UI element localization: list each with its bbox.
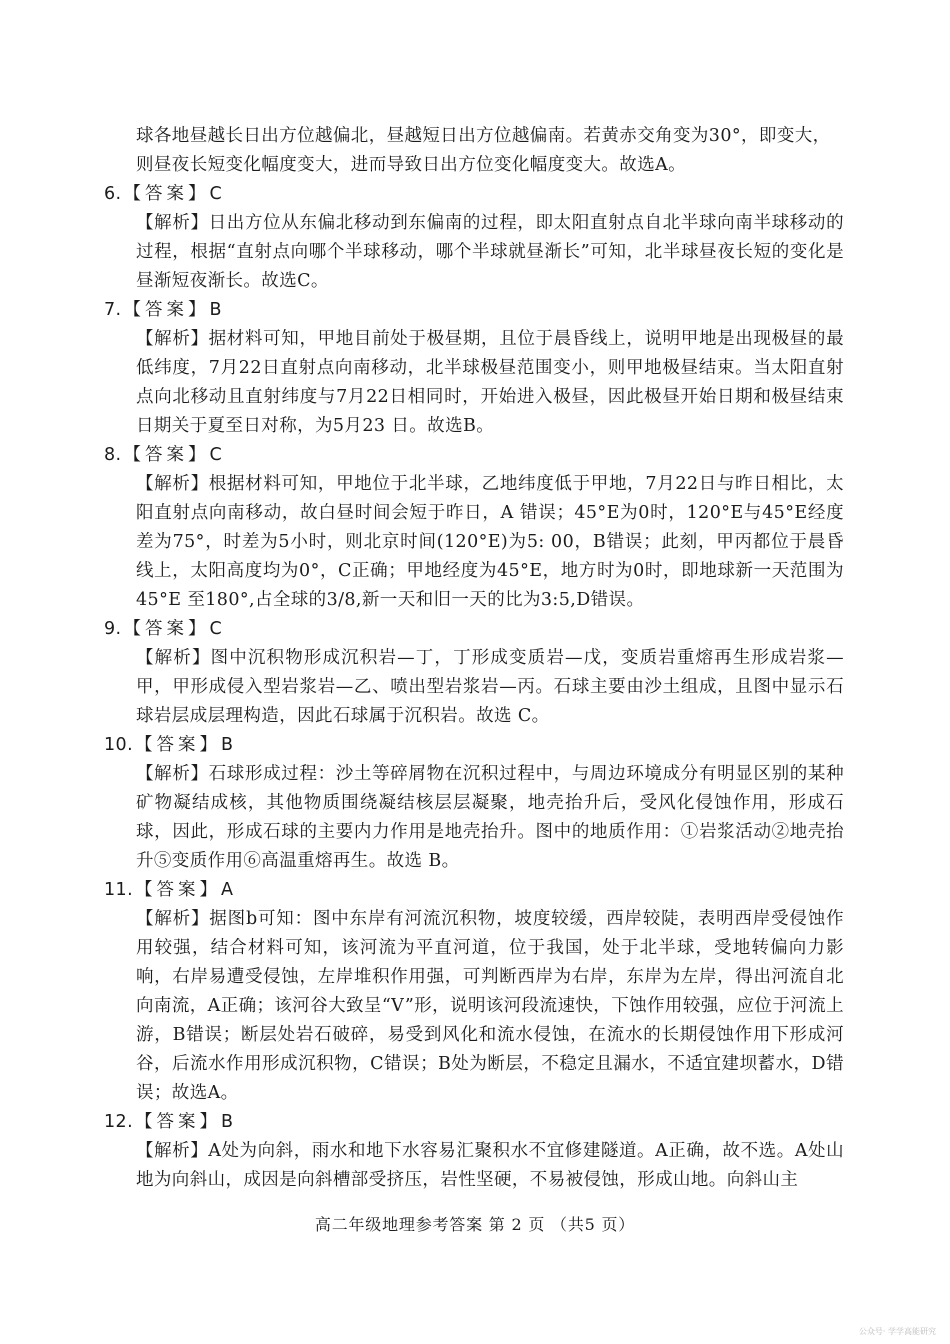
answer-content (104, 122, 844, 1195)
answer-value: B (209, 300, 222, 320)
answer-line (104, 615, 844, 644)
explanation: 【解析】石球形成过程：沙土等碎屑物在沉积过程中，与周边环境成分有明显区别的某种矿物凝结成核，其他物质围绕凝结核层层凝聚，地壳抬升后，受风化侵蚀作用，形成石球，因此，形成石球的主要内力作用是地壳抬升。图中的地质作用：①岩浆活动②地壳抬升⑤变质作用⑥高温重熔再生。故选 B。 (136, 764, 844, 871)
question-number: 9. (104, 619, 122, 639)
question-number: 12. (104, 1112, 134, 1132)
answer-line (104, 1108, 844, 1137)
answer-value: C (209, 619, 223, 639)
explanation: 【解析】图中沉积物形成沉积岩—丁，丁形成变质岩—戊，变质岩重熔再生形成岩浆—甲，甲形成侵入型岩浆岩—乙、喷出型岩浆岩—丙。石球主要由沙土组成，且图中显示石球岩层成层理构造，因此石球属于沉积岩。故选 C。 (136, 648, 844, 726)
answer-label: 【答案】 (135, 1112, 222, 1132)
answer-value: C (209, 184, 223, 204)
answer-label: 【答案】 (135, 880, 222, 900)
explanation: 【解析】据图b可知：图中东岸有河流沉积物，坡度较缓，西岸较陡，表明西岸受侵蚀作用较强，结合材料可知，该河流为平直河道，位于我国，处于北半球，受地转偏向力影响，右岸易遭受侵蚀，左岸堆积作用强，可判断西岸为右岸，东岸为左岸，得出河流自北向南流，A正确；该河谷大致呈“V”形，说明该河段流速快，下蚀作用较强，应位于河流上游，B错误；断层处岩石破碎，易受到风化和流水侵蚀，在流水的长期侵蚀作用下形成河谷，后流水作用形成沉积物，C错误；B处为断层，不稳定且漏水，不适宜建坝蓄水，D错误；故选A。 (136, 909, 844, 1103)
answer-value: B (221, 735, 234, 755)
answer-line (104, 296, 844, 325)
answer-line (104, 441, 844, 470)
question-6 (104, 180, 844, 296)
explanation: 【解析】据材料可知，甲地目前处于极昼期，且位于晨昏线上，说明甲地是出现极昼的最低纬度，7月22日直射点向南移动，北半球极昼范围变小，则甲地极昼结束。当太阳直射点向北移动且直射纬度与7月22日相同时，开始进入极昼，因此极昼开始日期和极昼结束日期关于夏至日对称，为5月23 日。故选B。 (136, 329, 844, 436)
question-number: 8. (104, 445, 122, 465)
answer-value: A (221, 880, 234, 900)
explanation: 【解析】根据材料可知，甲地位于北半球，乙地纬度低于甲地，7月22日与昨日相比，太阳直射点向南移动，故白昼时间会短于昨日，A 错误；45°E为0时，120°E与45°E经度差为75°，时差为5小时，则北京时间(120°E)为5: 00，B错误；此刻，甲丙都位于晨昏线上，太阳高度均为0°，C正确；甲地经度为45°E，地方时为0时，即地球新一天范围为45°E 至180°,占全球的3/8,新一天和旧一天的比为3:5,D错误。 (136, 474, 844, 610)
question-9 (104, 615, 844, 731)
question-number: 10. (104, 735, 134, 755)
question-11 (104, 876, 844, 1108)
answer-line (104, 180, 844, 209)
question-number: 11. (104, 880, 134, 900)
answer-label: 【答案】 (123, 184, 210, 204)
explanation: 【解析】A处为向斜，雨水和地下水容易汇聚积水不宜修建隧道。A正确，故不选。A处山地为向斜山，成因是向斜槽部受挤压，岩性坚硬，不易被侵蚀，形成山地。向斜山主 (136, 1141, 844, 1190)
answer-value: C (209, 445, 223, 465)
answer-label: 【答案】 (135, 735, 222, 755)
question-number: 7. (104, 300, 122, 320)
page-footer: 高二年级地理参考答案 第 2 页 （共5 页） (314, 1215, 636, 1234)
answer-label: 【答案】 (123, 445, 210, 465)
answer-label: 【答案】 (123, 300, 210, 320)
watermark-text: 公众号· 学学高能研究 (858, 1327, 936, 1336)
explanation: 【解析】日出方位从东偏北移动到东偏南的过程，即太阳直射点自北半球向南半球移动的过程，根据“直射点向哪个半球移动，哪个半球就昼渐长”可知，北半球昼夜长短的变化是昼渐短夜渐长。故选C。 (136, 213, 844, 291)
answer-value: B (221, 1112, 234, 1132)
answer-line (104, 731, 844, 760)
answer-line (104, 876, 844, 905)
question-12 (104, 1108, 844, 1195)
question-7 (104, 296, 844, 441)
question-8 (104, 441, 844, 615)
question-number: 6. (104, 184, 122, 204)
intro-line: 球各地昼越长日出方位越偏北，昼越短日出方位越偏南。若黄赤交角变为30°，即变大， (136, 126, 831, 146)
intro-line: 则昼夜长短变化幅度变大，进而导致日出方位变化幅度变大。故选A。 (136, 155, 687, 175)
question-10 (104, 731, 844, 876)
answer-label: 【答案】 (123, 619, 210, 639)
